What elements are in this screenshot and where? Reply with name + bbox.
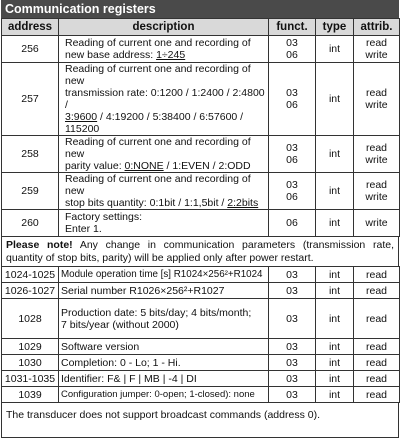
table-row bbox=[2, 355, 400, 371]
register-address: 1029 bbox=[2, 339, 59, 355]
table-row bbox=[2, 339, 400, 355]
register-description bbox=[59, 136, 269, 173]
desc-default: 2:2bits bbox=[227, 197, 259, 209]
registers-table-bottom bbox=[1, 266, 400, 403]
panel-title: Communication registers bbox=[1, 0, 399, 18]
register-funct: 03 bbox=[269, 371, 316, 387]
register-description: Software version bbox=[59, 339, 269, 355]
register-funct bbox=[269, 63, 316, 136]
register-description bbox=[59, 210, 269, 237]
table-row bbox=[2, 210, 400, 237]
desc-line: parity value: bbox=[65, 160, 125, 172]
register-attrib bbox=[354, 63, 400, 136]
desc-line: Reading of current one and recording of new bbox=[65, 173, 251, 197]
table-row bbox=[2, 173, 400, 210]
attrib-value: write bbox=[365, 154, 388, 166]
register-address: 256 bbox=[2, 36, 59, 63]
register-description bbox=[59, 63, 269, 136]
table-row bbox=[2, 36, 400, 63]
register-description bbox=[59, 173, 269, 210]
table-row bbox=[2, 371, 400, 387]
register-funct: 03 bbox=[269, 387, 316, 403]
register-type: int bbox=[316, 173, 354, 210]
register-attrib: read bbox=[354, 283, 400, 299]
desc-line: Factory settings: bbox=[65, 211, 143, 223]
register-type: int bbox=[316, 210, 354, 237]
register-funct: 03 bbox=[269, 267, 316, 283]
attrib-value: write bbox=[365, 99, 388, 111]
register-attrib: write bbox=[354, 210, 400, 237]
register-address: 1028 bbox=[2, 299, 59, 339]
register-attrib: read bbox=[354, 267, 400, 283]
register-type: int bbox=[316, 136, 354, 173]
funct-value: 06 bbox=[286, 154, 298, 166]
header-funct: funct. bbox=[269, 19, 316, 36]
register-funct: 03 bbox=[269, 283, 316, 299]
attrib-value: read bbox=[365, 37, 387, 49]
register-attrib: read bbox=[354, 339, 400, 355]
table-row bbox=[2, 136, 400, 173]
desc-line: stop bits quantity: 0:1bit / 1:1,5bit / bbox=[65, 197, 228, 209]
register-attrib: read bbox=[354, 387, 400, 403]
register-type: int bbox=[316, 283, 354, 299]
note-text: Any change in communication parameters (transmission rate, quantity of stop bits, parity) will be applied only after power restart. bbox=[6, 239, 395, 264]
table-row bbox=[2, 299, 400, 339]
register-type: int bbox=[316, 63, 354, 136]
table-header-row bbox=[2, 19, 400, 36]
register-description bbox=[59, 299, 269, 339]
register-funct: 06 bbox=[269, 210, 316, 237]
register-type: int bbox=[316, 36, 354, 63]
register-type: int bbox=[316, 339, 354, 355]
register-attrib: read bbox=[354, 371, 400, 387]
desc-line: Production date: 5 bits/day; 4 bits/month; bbox=[61, 306, 252, 319]
register-address: 1039 bbox=[2, 387, 59, 403]
desc-default: 3:9600 bbox=[65, 111, 98, 123]
desc-line: transmission rate: 0:1200 / 1:2400 / 2:4800 / bbox=[65, 87, 265, 111]
funct-value: 03 bbox=[286, 179, 298, 191]
desc-line: Enter 1. bbox=[65, 223, 102, 235]
register-type: int bbox=[316, 387, 354, 403]
header-description: description bbox=[59, 19, 269, 36]
table-row bbox=[2, 63, 400, 136]
attrib-value: read bbox=[365, 87, 387, 99]
register-address: 1031-1035 bbox=[2, 371, 59, 387]
funct-value: 06 bbox=[286, 49, 298, 61]
register-address: 259 bbox=[2, 173, 59, 210]
register-attrib bbox=[354, 136, 400, 173]
broadcast-footer-note: The transducer does not support broadcast commands (address 0). bbox=[1, 403, 399, 438]
register-address: 257 bbox=[2, 63, 59, 136]
register-type: int bbox=[316, 267, 354, 283]
register-funct: 03 bbox=[269, 339, 316, 355]
register-type: int bbox=[316, 299, 354, 339]
register-attrib bbox=[354, 36, 400, 63]
note-label: Please note! bbox=[6, 239, 73, 251]
register-description: Identifier: F& | F | MB | -4 | DI bbox=[59, 371, 269, 387]
register-address: 258 bbox=[2, 136, 59, 173]
attrib-value: read bbox=[365, 142, 387, 154]
registers-panel bbox=[1, 0, 399, 438]
desc-default: 1÷245 bbox=[156, 49, 186, 61]
funct-value: 03 bbox=[286, 142, 298, 154]
funct-value: 03 bbox=[286, 87, 298, 99]
attrib-value: read bbox=[365, 179, 387, 191]
register-funct bbox=[269, 36, 316, 63]
register-attrib: read bbox=[354, 355, 400, 371]
table-row bbox=[2, 267, 400, 283]
register-attrib bbox=[354, 173, 400, 210]
desc-tail: / 1:EVEN / 2:ODD bbox=[163, 160, 251, 172]
register-description bbox=[59, 36, 269, 63]
register-description: Completion: 0 - Lo; 1 - Hi. bbox=[59, 355, 269, 371]
register-type: int bbox=[316, 355, 354, 371]
funct-value: 06 bbox=[286, 99, 298, 111]
desc-line: 7 bits/year (without 2000) bbox=[61, 318, 179, 331]
header-address: address bbox=[2, 19, 59, 36]
desc-line: Reading of current one and recording of new bbox=[65, 63, 251, 87]
register-type: int bbox=[316, 371, 354, 387]
register-funct: 03 bbox=[269, 299, 316, 339]
header-type: type bbox=[316, 19, 354, 36]
register-address: 1026-1027 bbox=[2, 283, 59, 299]
attrib-value: write bbox=[365, 49, 388, 61]
attrib-value: write bbox=[365, 191, 388, 203]
register-funct bbox=[269, 136, 316, 173]
header-attrib: attrib. bbox=[354, 19, 400, 36]
desc-tail: / 4:19200 / 5:38400 / 6:57600 / 115200 bbox=[65, 111, 244, 135]
desc-line: Reading of current one and recording of bbox=[65, 37, 251, 49]
register-description: Module operation time [s] R1024×256²+R1024 bbox=[59, 267, 269, 283]
funct-value: 06 bbox=[286, 191, 298, 203]
register-address: 1030 bbox=[2, 355, 59, 371]
register-address: 260 bbox=[2, 210, 59, 237]
funct-value: 03 bbox=[286, 37, 298, 49]
desc-line: new base address: bbox=[65, 49, 157, 61]
registers-table-top bbox=[1, 18, 400, 237]
desc-default: 0:NONE bbox=[124, 160, 164, 172]
register-funct: 03 bbox=[269, 355, 316, 371]
register-funct bbox=[269, 173, 316, 210]
register-address: 1024-1025 bbox=[2, 267, 59, 283]
table-row bbox=[2, 283, 400, 299]
table-row bbox=[2, 387, 400, 403]
desc-line: Reading of current one and recording of new bbox=[65, 136, 251, 160]
register-attrib: read bbox=[354, 299, 400, 339]
register-description: Serial number R1026×256²+R1027 bbox=[59, 283, 269, 299]
power-restart-note bbox=[1, 237, 399, 266]
register-description: Configuration jumper: 0-open; 1-closed): none bbox=[59, 387, 269, 403]
